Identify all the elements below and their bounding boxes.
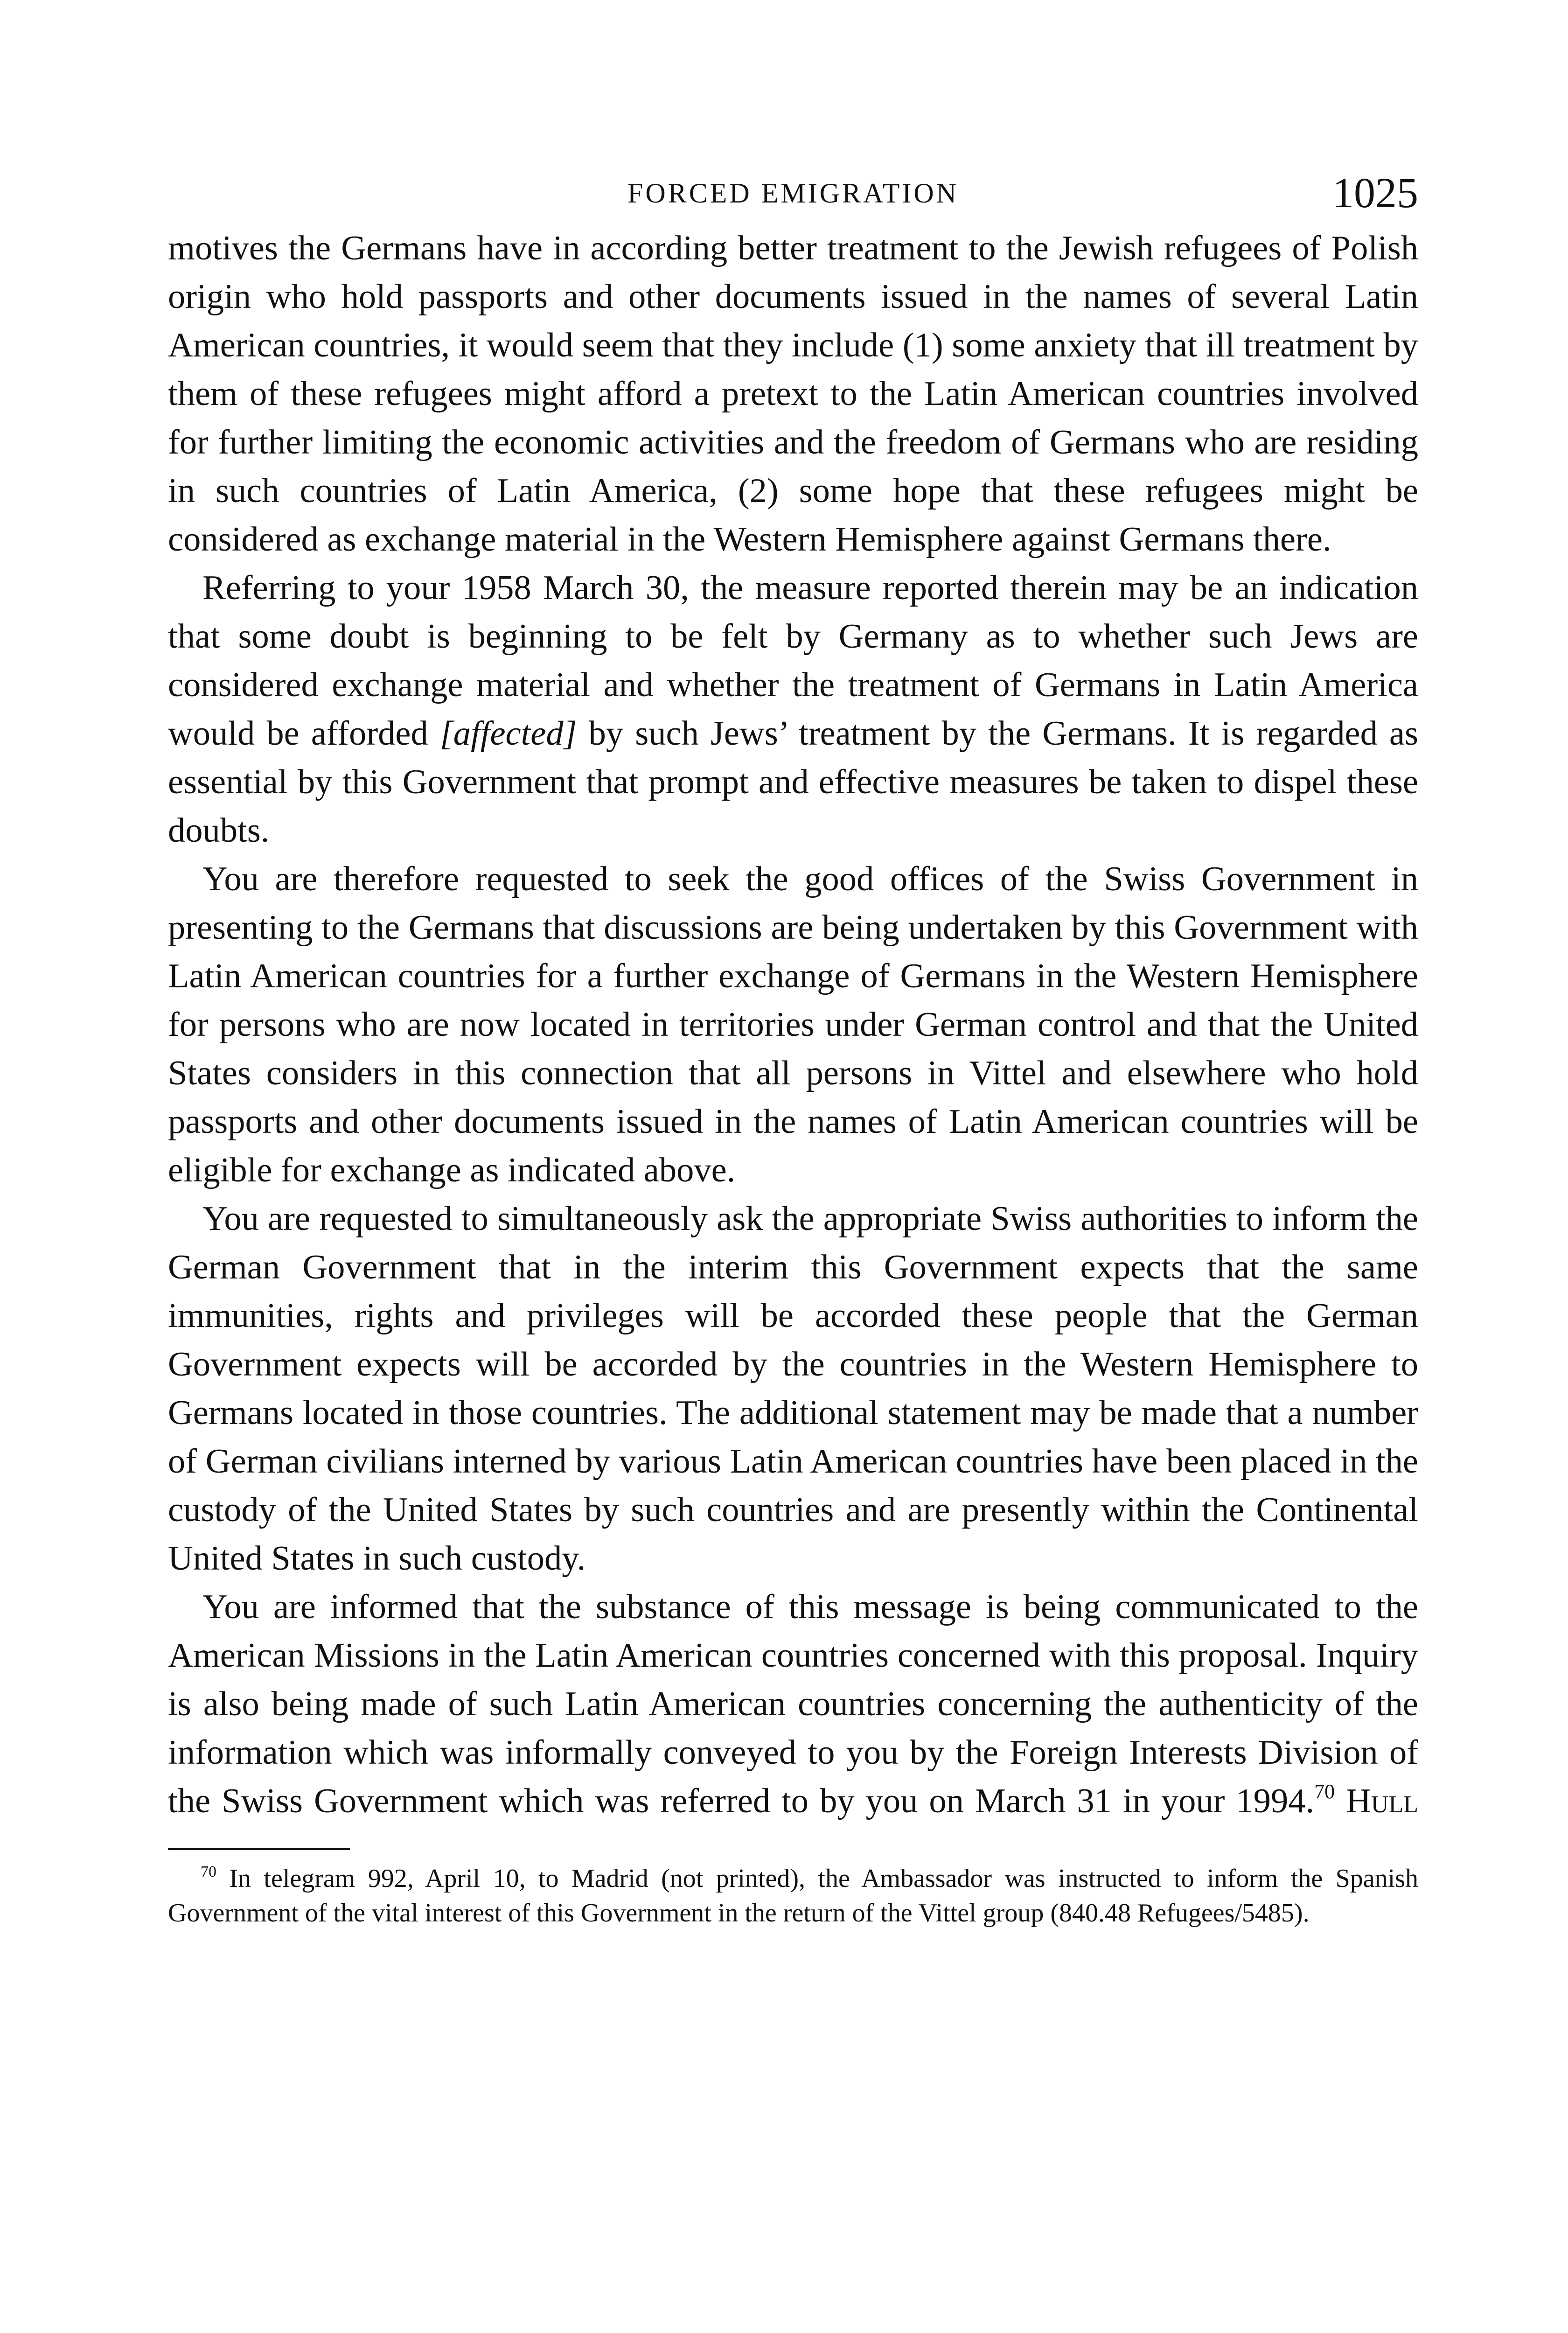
document-page (168, 168, 1418, 1930)
footnote (168, 1861, 1418, 1930)
footnote-divider (168, 1848, 350, 1850)
running-header (168, 168, 1418, 224)
paragraph-5-text: You are informed that the substance of this message is being communicated to the American Missions in the Latin American countries concerned with this proposal. Inquiry is also being made of such Latin American countries concerning the authenticity of the information which was informally conveyed to you by the Foreign Interests Division of the Swiss Government which was referred to by you on March 31 in your 1994. (168, 1588, 1418, 1820)
paragraph-2-text-a: Referring to your 1958 March 30, the measure reported therein may be an indication that some doubt is beginning to be felt by Germany as to whether such Jews are considered exchange material and whether the treatment of Germans in Latin America would be afforded (168, 569, 1418, 753)
paragraph-2 (168, 564, 1418, 855)
footnote-number: 70 (201, 1863, 216, 1880)
paragraph-1: motives the Germans have in according better treatment to the Jewish refugees of Polish origin who hold passports and other documents issued in the names of several Latin American countries, it would seem that they include (1) some anxiety that ill treatment by them of these refugees might afford a pretext to the Latin American countries involved for further limiting the economic activities and the freedom of Germans who are residing in such countries of Latin America, (2) some hope that these refugees might be considered as exchange material in the Western Hemisphere against Germans there. (168, 229, 1418, 559)
signature: Hull (1346, 1782, 1418, 1820)
paragraph-2-text-b: by such Jews’ treatment by the Germans. It is regarded as essential by this Government that prompt and effective measures be taken to dispel these doubts. (168, 714, 1418, 850)
running-title: FORCED EMIGRATION (627, 178, 959, 209)
editorial-emendation: [affected] (439, 714, 577, 753)
footnote-text: In telegram 992, April 10, to Madrid (not printed), the Ambassador was instructed to inform the Spanish Government of the vital interest of this Government in the return of the Vittel group (840.48 Refugees/5485). (168, 1864, 1418, 1928)
paragraph-5 (168, 1583, 1418, 1825)
body-text (168, 224, 1418, 1825)
paragraph-3: You are therefore requested to seek the good offices of the Swiss Government in presenting to the Germans that discussions are being undertaken by this Government with Latin American countries for a further exchange of Germans in the Western Hemisphere for persons who are now located in territories under German control and that the United States considers in this connection that all persons in Vittel and elsewhere who hold passports and other documents issued in the names of Latin American countries will be eligible for exchange as indicated above. (168, 860, 1418, 1189)
paragraph-4: You are requested to simultaneously ask the appropriate Swiss authorities to inform the German Government that in the interim this Government expects that the same immunities, rights and privileges will be accorded these people that the German Government expects will be accorded by the countries in the Western Hemisphere to Germans located in those countries. The additional statement may be made that a number of German civilians interned by various Latin American countries have been placed in the custody of the United States by such countries and are presently within the Continental United States in such custody. (168, 1200, 1418, 1578)
footnote-reference: 70 (1314, 1780, 1335, 1803)
page-number: 1025 (1332, 169, 1418, 217)
